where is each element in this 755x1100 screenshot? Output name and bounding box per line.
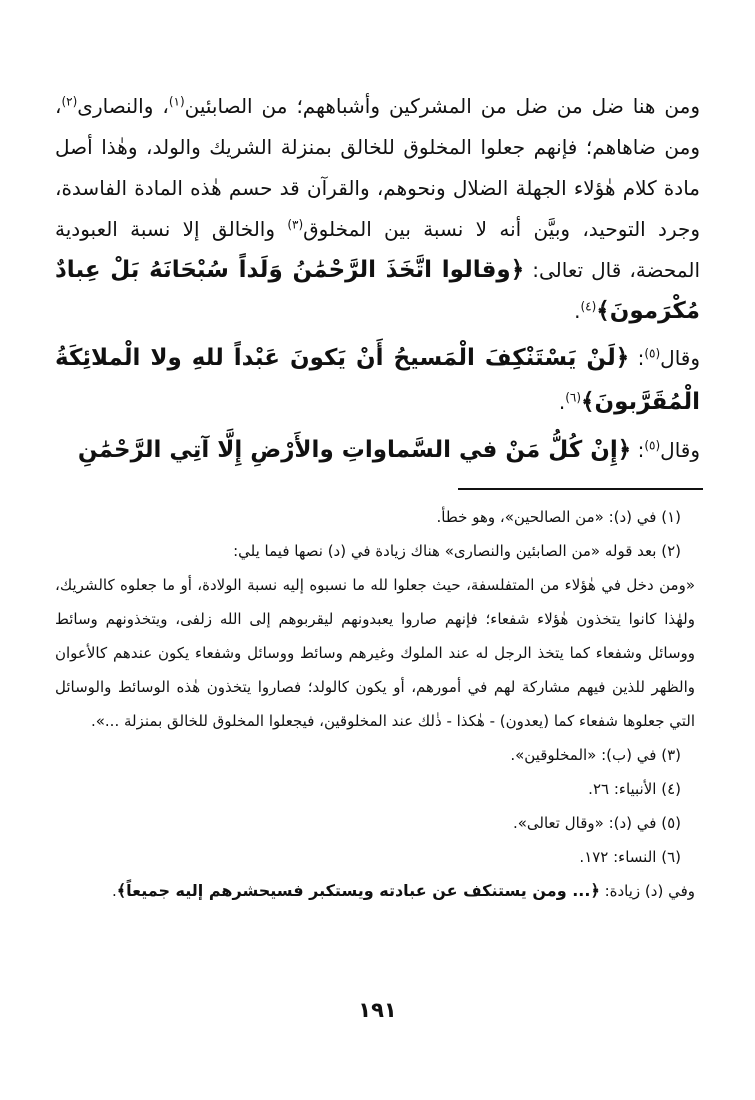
paragraph-2 [55,336,700,424]
footnote-1: (١) في (د): «من الصالحين»، وهو خطأ. [436,508,681,526]
footnote-4: (٤) الأنبياء: ٢٦. [588,780,681,798]
footnote-addition-verse: ﴿... ومن يستنكف عن عبادته ويستكبر فسيحشرهم إليه جميعاً﴾ [116,881,600,900]
paragraph-1-text-4: والخالق إلا نسبة العبودية المحضة، قال تعالى: [55,217,701,282]
page-number: ١٩١ [358,998,397,1022]
quran-verse-1: ﴿وقالوا اتَّخَذَ الرَّحْمَٰنُ وَلَداً سُبْحَانَهُ بَلْ عِبادٌ مُكْرَمونَ﴾ [55,257,700,324]
paragraph-1 [55,86,700,332]
paragraph-3 [55,428,700,472]
footnote-ref-2: (٢) [61,94,78,109]
footnote-ref-4: (٤) [580,299,597,314]
paragraph-1-end: . [574,299,581,323]
footnotes [55,500,695,908]
paragraph-1-text-2: ، والنصارى [77,94,169,118]
paragraph-3-colon: : [631,438,645,462]
footnote-divider [458,488,703,490]
paragraph-3-lead: وقال [660,438,700,462]
paragraph-2-end: . [558,390,566,414]
footnote-2-quote: «ومن دخل في هٰؤلاء من المتفلسفة، حيث جعلوا لله ما نسبوه إليه نسبة الولادة، أو ما جعلوه كالشريك، ولهٰذا كانوا يتخذون هٰؤلاء شفعاء؛ فإنهم صاروا يعبدونهم ليقربوهم إلى الله زلفى، ويتخذونهم وسائط ووسائل وشفعاء كما يتخذ الرجل له عند الملوك وغيرهم وسائط ووسائل وشفعاء يكون عندهم كالأعوان والظهر للذين فيهم مشاركة لهم في أمورهم، أو يكون كالولد؛ فصاروا يتخذون هٰذه الوسائط والوسائل التي جعلوها شفعاء كما (يعدون) - هٰكذا - ذٰلك عند المخلوقين، فيجعلوا المخلوق للخالق بمنزلة ...». [55,576,695,730]
paragraph-2-colon: : [629,346,645,370]
footnote-ref-1: (١) [168,94,185,109]
paragraph-1-text: ومن هنا ضل من ضل من المشركين وأشباههم؛ من الصابئين [184,94,700,118]
footnote-addition [55,874,695,908]
footnote-5: (٥) في (د): «وقال تعالى». [512,814,681,832]
quran-verse-3: ﴿إِنْ كُلُّ مَنْ في السَّماواتِ والأَرْضِ إِلَّا آتِي الرَّحْمَٰنِ [77,437,632,463]
footnote-addition-end: . [112,882,117,900]
footnote-ref-3: (٣) [287,217,304,232]
footnote-addition-lead: وفي (د) زيادة: [599,882,695,900]
footnote-2: (٢) بعد قوله «من الصابئين والنصارى» هناك زيادة في (د) نصها فيما يلي: [233,542,681,560]
footnote-divider-wrap [458,488,703,490]
paragraph-1-text-3: ، ومن ضاهاهم؛ فإنهم جعلوا المخلوق للخالق بمنزلة الشريك والولد، وهٰذا أصل مادة كلام هٰؤلاء الجهلة الضلال ونحوهم، والقرآن قد حسم هٰذه المادة الفاسدة، وجرد التوحيد، وبيَّن أنه لا نسبة بين المخلوق [55,94,700,241]
footnote-ref-6: (٦) [565,390,582,405]
footnote-6: (٦) النساء: ١٧٢. [579,848,681,866]
main-text [55,86,700,472]
footnote-ref-5b: (٥) [644,438,661,453]
footnote-3: (٣) في (ب): «المخلوقين». [510,746,681,764]
quran-verse-2: ﴿لَنْ يَسْتَنْكِفَ الْمَسيحُ أَنْ يَكونَ عَبْداً للهِ ولا الْملائِكَةُ الْمُقَرَّبونَ﴾ [55,345,700,415]
footnote-ref-5: (٥) [644,346,661,361]
paragraph-2-lead: وقال [660,346,700,370]
